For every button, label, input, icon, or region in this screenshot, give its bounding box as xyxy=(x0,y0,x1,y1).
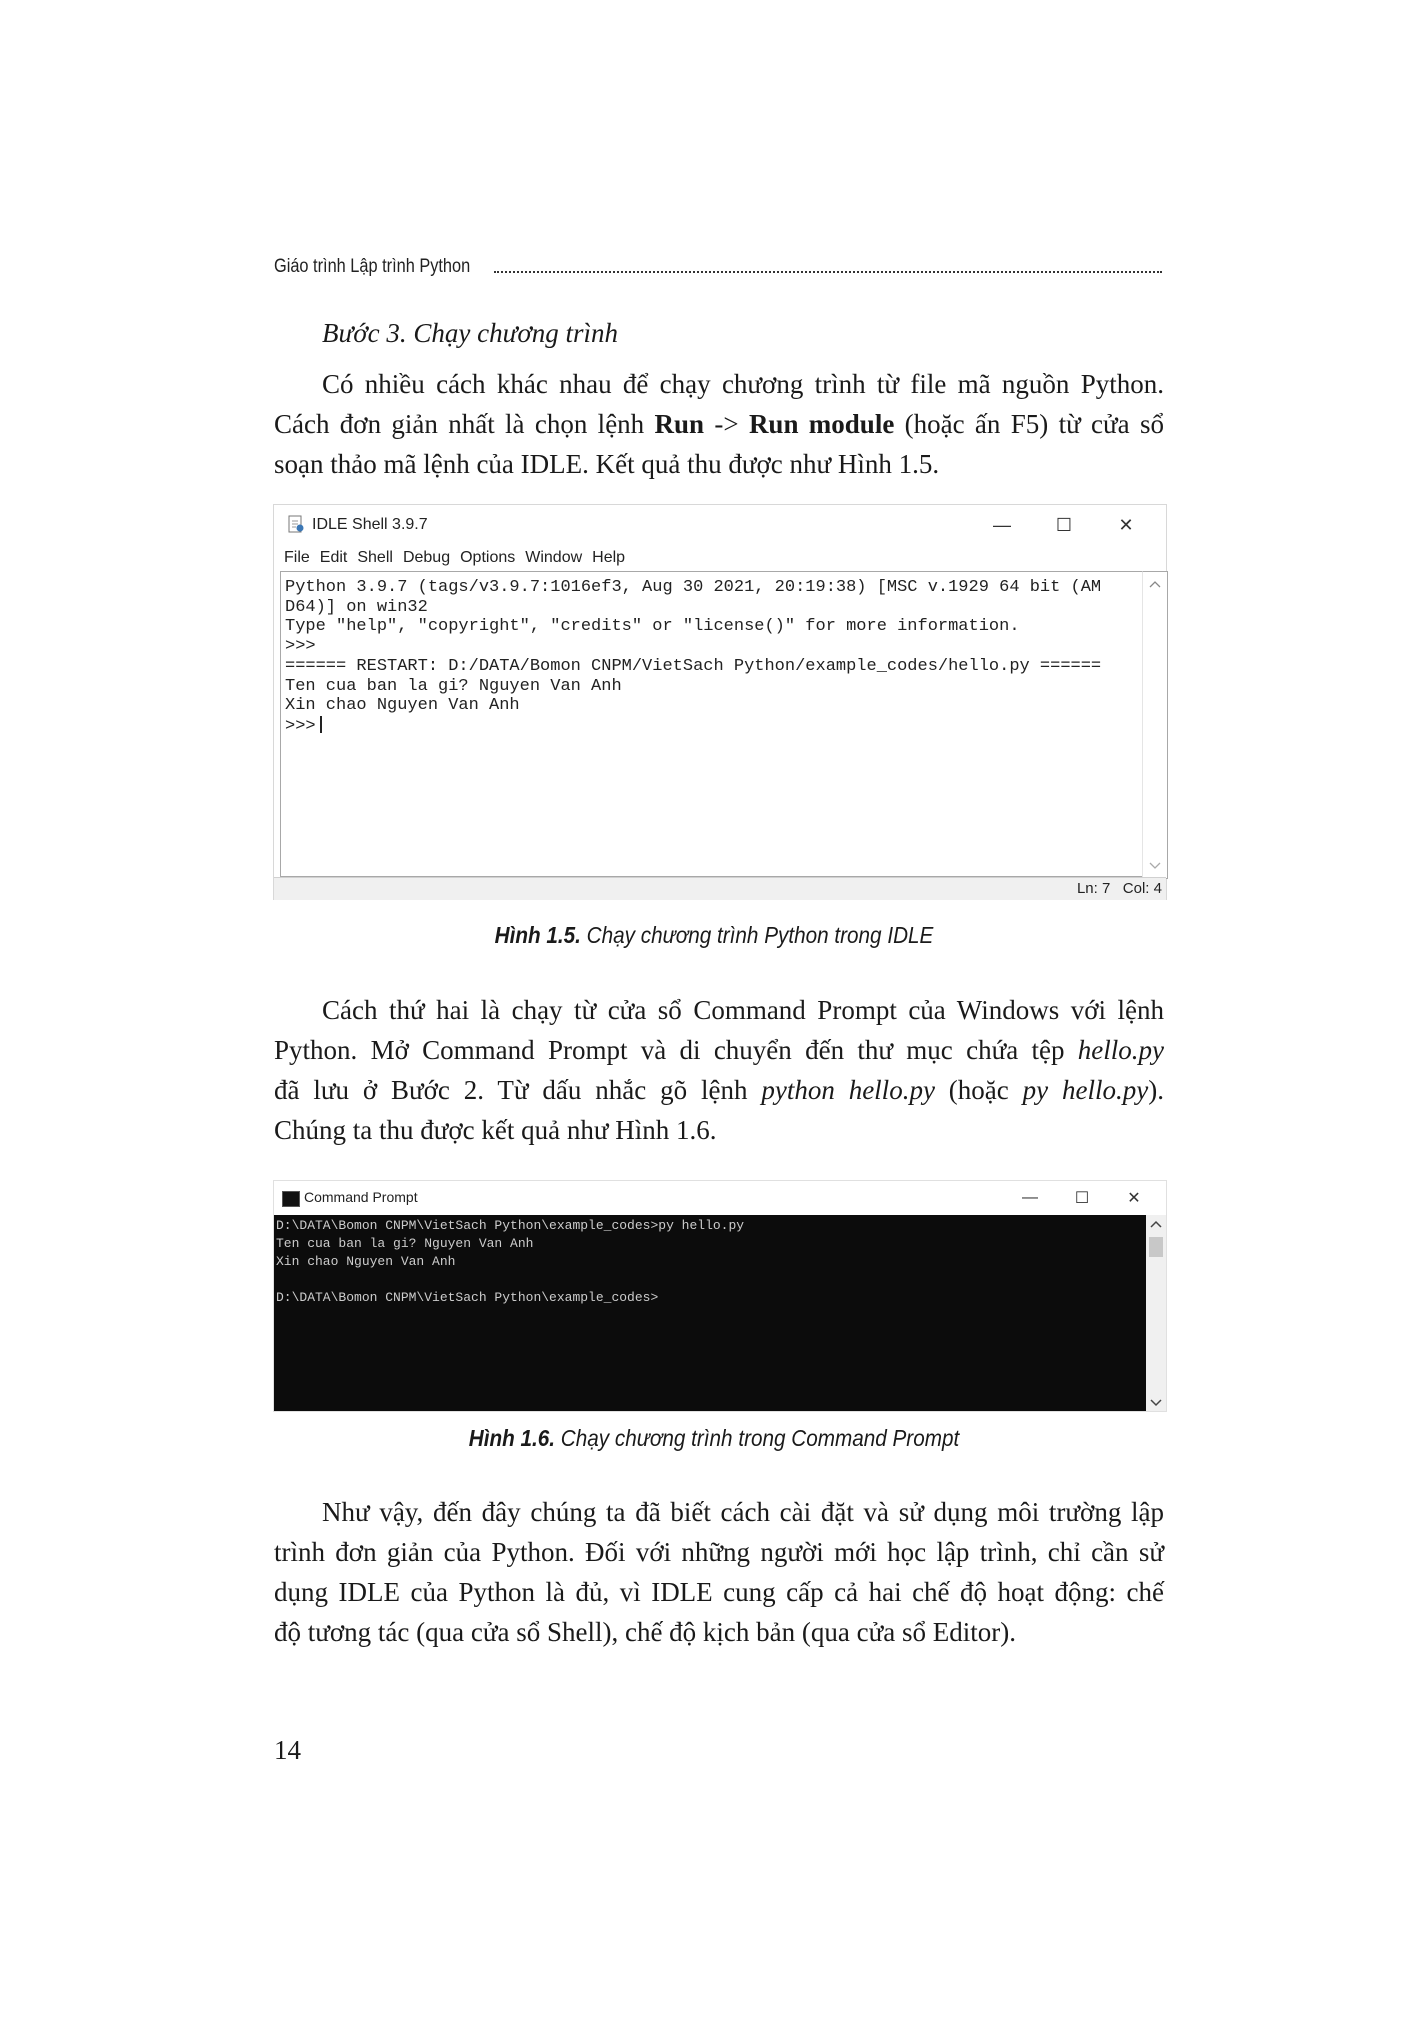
shell-output: Python 3.9.7 (tags/v3.9.7:1016ef3, Aug 30 2021, 20:19:38) [MSC v.1929 64 bit (AM D64)] on win32 Type "help", "copyright", "credits" or "license()" for more information. >>> ====== RESTART: D:/DATA/Bomon CNPM/VietSach Python/example_codes/hello.py ====== Ten cua ban la gi? Nguyen Van Anh Xin chao Nguyen Van Anh >>> xyxy=(285,578,1102,736)
paragraph-1 xyxy=(274,364,1164,484)
maximize-button[interactable]: ☐ xyxy=(1055,514,1073,535)
menu-options[interactable]: Options xyxy=(460,549,516,566)
paragraph-2 xyxy=(274,990,1164,1150)
menu-shell[interactable]: Shell xyxy=(357,549,393,566)
paragraph-line: dụng IDLE của Python là đủ, vì IDLE cung cấp cả hai chế độ hoạt động: chế xyxy=(274,1577,1164,1607)
figure-caption-1-6: Hình 1.6. Chạy chương trình trong Command Prompt xyxy=(468,1425,960,1451)
figure-caption-1-5: Hình 1.5. Chạy chương trình Python trong IDLE xyxy=(494,922,934,948)
close-button[interactable]: ✕ xyxy=(1127,1190,1141,1207)
step-heading: Bước 3. Chạy chương trình xyxy=(322,318,618,348)
paragraph-line: Cách đơn giản nhất là chọn lệnh Run -> Run module (hoặc ấn F5) từ cửa sổ xyxy=(274,409,1164,439)
cmd-titlebar xyxy=(274,1181,1166,1215)
vertical-scrollbar[interactable] xyxy=(1142,571,1168,879)
line-col-status: Ln: 7 Col: 4 xyxy=(1076,880,1162,897)
scroll-down-icon[interactable] xyxy=(1150,1399,1162,1407)
paragraph-line: độ tương tác (qua cửa sổ Shell), chế độ kịch bản (qua cửa sổ Editor). xyxy=(274,1617,1016,1647)
paragraph-line: soạn thảo mã lệnh của IDLE. Kết quả thu được như Hình 1.5. xyxy=(274,449,940,479)
page-number: 14 xyxy=(274,1735,301,1765)
header-dot-leader xyxy=(494,271,1162,273)
menu-edit[interactable]: Edit xyxy=(319,549,348,566)
vertical-scrollbar[interactable] xyxy=(1146,1215,1166,1411)
paragraph-line: Có nhiều cách khác nhau để chạy chương trình từ file mã nguồn Python. xyxy=(322,369,1164,399)
window-title: IDLE Shell 3.9.7 xyxy=(312,516,428,533)
paragraph-line: Như vậy, đến đây chúng ta đã biết cách cài đặt và sử dụng môi trường lập xyxy=(322,1497,1164,1527)
paragraph-line: Chúng ta thu được kết quả như Hình 1.6. xyxy=(274,1115,717,1145)
paragraph-line: trình đơn giản của Python. Đối với những người mới học lập trình, chỉ cần sử xyxy=(274,1537,1164,1567)
menu-help[interactable]: Help xyxy=(592,549,626,566)
minimize-button[interactable]: — xyxy=(1022,1189,1038,1206)
menu-file[interactable]: File xyxy=(284,549,310,566)
scroll-down-icon[interactable] xyxy=(1149,862,1161,870)
paragraph-3 xyxy=(274,1492,1164,1652)
scroll-thumb[interactable] xyxy=(1149,1237,1163,1257)
idle-app-icon xyxy=(288,515,304,533)
status-bar xyxy=(274,877,1166,900)
command-prompt-window xyxy=(274,1181,1166,1411)
menu-debug[interactable]: Debug xyxy=(402,549,451,566)
text-cursor xyxy=(320,716,322,733)
idle-shell-window xyxy=(274,505,1166,899)
menu-bar xyxy=(274,549,625,571)
shell-prompt: >>> xyxy=(285,716,316,736)
paragraph-line: Cách thứ hai là chạy từ cửa sổ Command Prompt của Windows với lệnh xyxy=(322,995,1164,1025)
shell-text-area[interactable] xyxy=(280,571,1143,877)
console-area[interactable] xyxy=(274,1215,1146,1411)
scroll-up-icon[interactable] xyxy=(1149,580,1161,588)
paragraph-line: Python. Mở Command Prompt và di chuyển đến thư mục chứa tệp hello.py xyxy=(274,1035,1164,1065)
console-output: D:\DATA\Bomon CNPM\VietSach Python\example_codes>py hello.py Ten cua ban la gi? Nguyen Van Anh Xin chao Nguyen Van Anh D:\DATA\Bomon CNPM\VietSach Python\example_codes> xyxy=(276,1218,745,1305)
cmd-app-icon xyxy=(282,1191,300,1207)
menu-window[interactable]: Window xyxy=(525,549,583,566)
minimize-button[interactable]: — xyxy=(993,514,1011,535)
header-title: Giáo trình Lập trình Python xyxy=(274,256,471,277)
paragraph-line: đã lưu ở Bước 2. Từ dấu nhắc gõ lệnh python hello.py (hoặc py hello.py). xyxy=(274,1075,1164,1105)
running-header xyxy=(274,248,1162,278)
window-title: Command Prompt xyxy=(304,1189,418,1205)
idle-titlebar xyxy=(274,505,1166,545)
maximize-button[interactable]: ☐ xyxy=(1074,1190,1090,1207)
close-button[interactable]: ✕ xyxy=(1118,514,1134,535)
scroll-up-icon[interactable] xyxy=(1150,1220,1162,1228)
